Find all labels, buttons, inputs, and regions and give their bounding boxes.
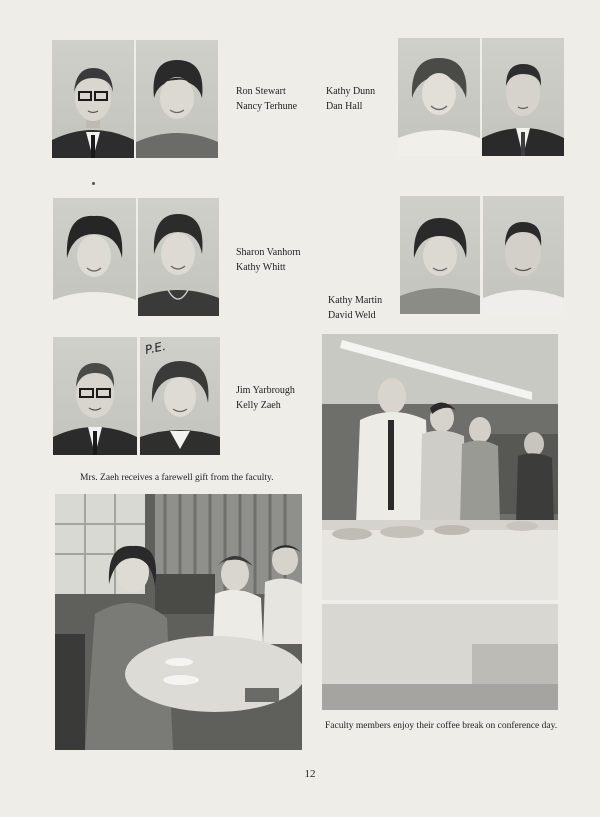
names-jim-kelly <box>236 383 295 413</box>
name-kelly-zaeh: Kelly Zaeh <box>236 400 281 411</box>
portrait-kathy-whitt <box>138 198 219 316</box>
name-ron-stewart: Ron Stewart <box>236 86 286 97</box>
portrait-kathy-dunn <box>398 38 480 156</box>
portrait-nancy-terhune <box>136 40 218 158</box>
portrait-dan-hall <box>482 38 564 156</box>
names-kathy-dan <box>326 84 375 114</box>
name-nancy-terhune: Nancy Terhune <box>236 101 298 112</box>
names-kathy-david <box>328 293 382 323</box>
portrait-kathy-martin <box>400 196 480 314</box>
name-jim-yarbrough: Jim Yarbrough <box>236 385 295 396</box>
names-sharon-kathy <box>236 245 301 275</box>
bleed-through-text <box>210 6 410 36</box>
photo-farewell-gift <box>55 494 302 750</box>
page-number: 12 <box>304 768 316 780</box>
caption-farewell-gift: Mrs. Zaeh receives a farewell gift from the faculty. <box>80 473 274 483</box>
name-kathy-dunn: Kathy Dunn <box>326 86 376 97</box>
stray-mark <box>92 182 95 185</box>
handwritten-annotation: P.E. <box>143 338 168 358</box>
portrait-jim-yarbrough <box>53 337 137 455</box>
name-sharon-vanhorn: Sharon Vanhorn <box>236 247 301 258</box>
portrait-david-weld <box>483 196 564 314</box>
caption-coffee-break: Faculty members enjoy their coffee break on conference day. <box>325 721 558 731</box>
portrait-sharon-vanhorn <box>53 198 136 316</box>
photo-coffee-break <box>322 334 558 710</box>
name-dan-hall: Dan Hall <box>326 101 363 112</box>
portrait-ron-stewart <box>52 40 134 158</box>
name-kathy-martin: Kathy Martin <box>328 295 383 306</box>
name-kathy-whitt: Kathy Whitt <box>236 262 286 273</box>
names-ron-nancy <box>236 84 297 114</box>
name-david-weld: David Weld <box>328 310 376 321</box>
